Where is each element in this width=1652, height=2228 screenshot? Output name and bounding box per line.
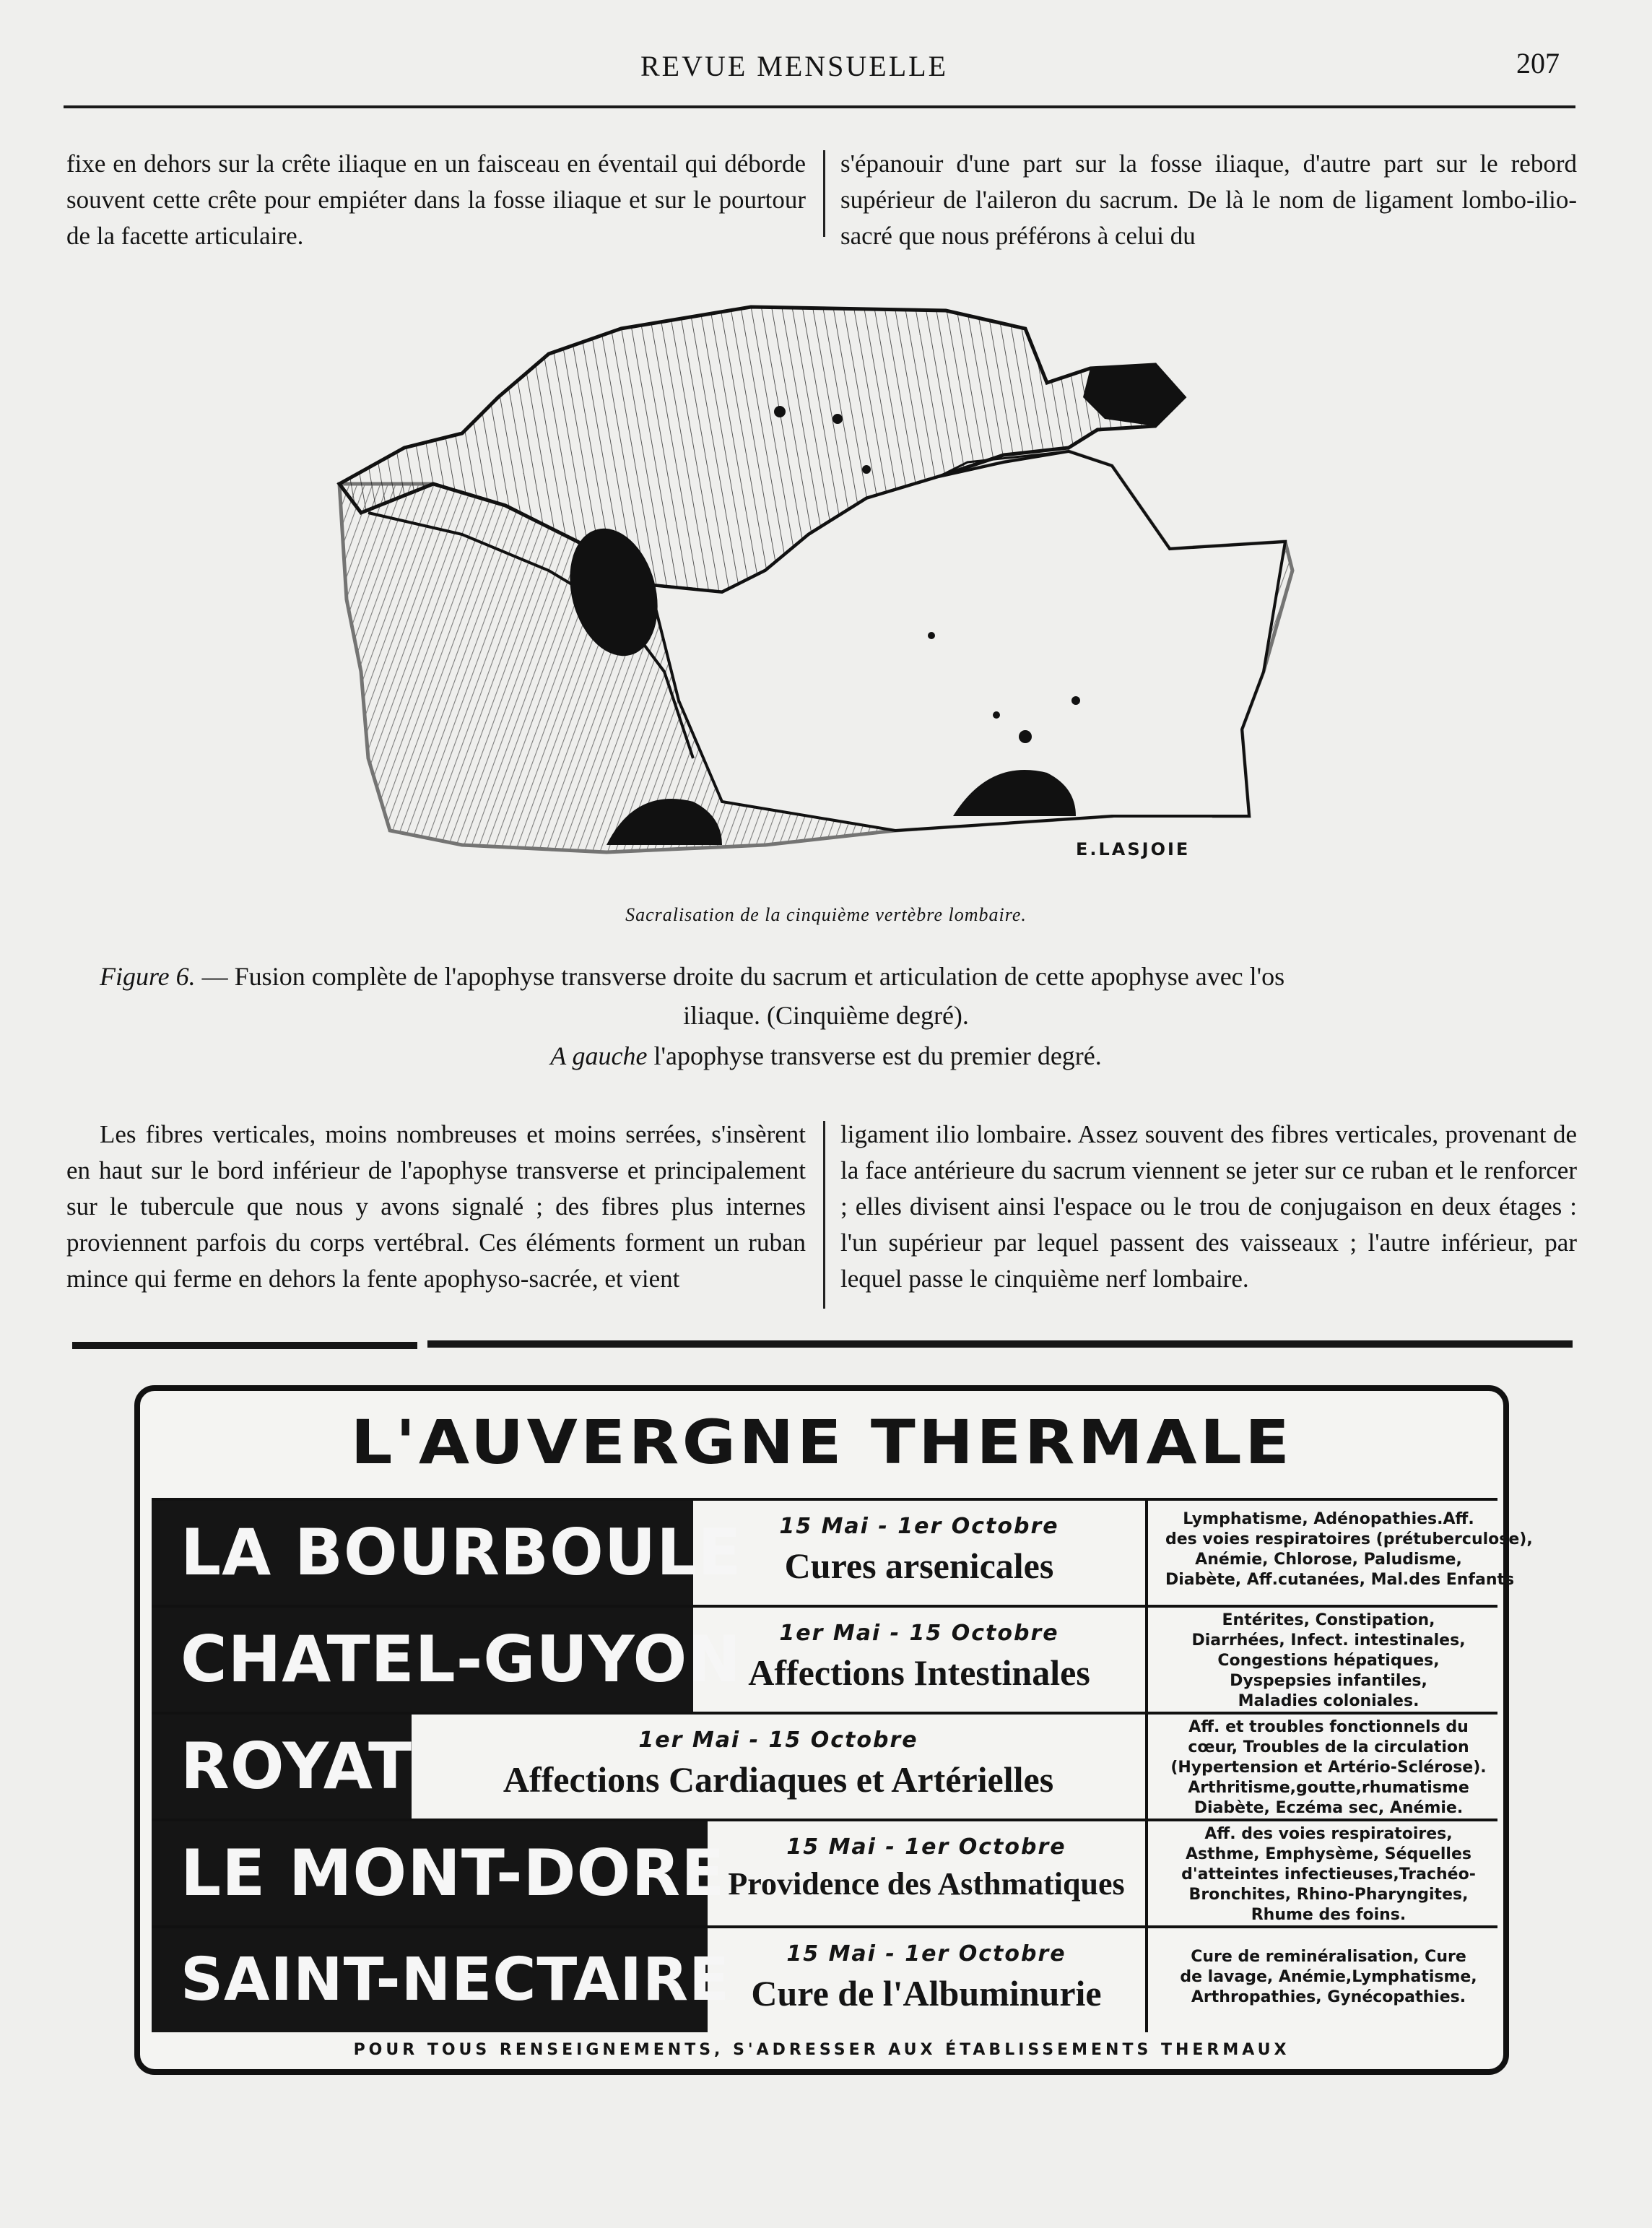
ad-separator-right — [427, 1340, 1573, 1348]
resort-info: 15 Mai - 1er Octobre Cure de l'Albuminurie — [751, 1941, 1102, 2014]
illustrator-signature: E.LASJOIE — [1076, 839, 1191, 859]
ad-separator-left — [72, 1342, 417, 1349]
resort-name: SAINT-NECTAIRE — [152, 1928, 708, 2032]
figure-caption-line-2: iliaque. (Cinquième degré). — [683, 1001, 969, 1030]
resort-name: LA BOURBOULE — [152, 1501, 693, 1605]
ad-row-la-bourboule — [152, 1498, 1533, 1605]
resort-info: 15 Mai - 1er Octobre Providence des Asthmatiques — [728, 1834, 1125, 1902]
ad-title: L'AUVERGNE THERMALE — [350, 1407, 1293, 1478]
resort-name: LE MONT-DORE — [152, 1821, 708, 1925]
resort-info: 15 Mai - 1er Octobre Cures arsenicales — [779, 1514, 1059, 1586]
bottom-text-left: Les fibres verticales, moins nombreuses et moins serrées, s'insèrent en haut sur le bord inférieur de l'apophyse transverse et principalement sur le tubercule que nous y avons signalé ; des fibres plus internes proviennent parfois du corps vertébral. Ces éléments forment un ruban mince qui ferme en dehors la fente apophyso-sacrée, et vient — [66, 1120, 806, 1293]
figure-label: Figure 6. — [100, 962, 196, 991]
auvergne-thermale-advertisement — [134, 1385, 1533, 2075]
resort-indications: Entérites, Constipation, Diarrhées, Infect. intestinales, Congestions hépatiques, Dyspepsies infantiles, Maladies coloniales. — [1145, 1608, 1497, 1712]
figure-caption-line-1: Figure 6. — Fusion complète de l'apophyse transverse droite du sacrum et articulation de cette apophyse avec l'os — [100, 962, 1285, 991]
resort-info: 1er Mai - 15 Octobre Affections Intestinales — [748, 1621, 1090, 1693]
ad-row-le-mont-dore — [152, 1819, 1497, 1925]
resort-name: ROYAT — [152, 1715, 412, 1819]
ad-footer: POUR TOUS RENSEIGNEMENTS, S'ADRESSER AUX ÉTABLISSEMENTS THERMAUX — [353, 2041, 1290, 2059]
figure-sub-caption: Sacralisation de la cinquième vertèbre lombaire. — [625, 904, 1027, 925]
resort-indications: Aff. et troubles fonctionnels du cœur, Troubles de la circulation (Hypertension et Artério-Sclérose). Arthritisme,goutte,rhumatisme Diabète, Eczéma sec, Anémie. — [1145, 1715, 1497, 1819]
ad-row-saint-nectaire — [152, 1925, 1497, 2032]
resort-indications: Cure de reminéralisation, Cure de lavage, Anémie,Lymphatisme, Arthropathies, Gynécopathies. — [1145, 1928, 1497, 2032]
resort-name: CHATEL-GUYON — [152, 1608, 693, 1712]
resort-info: 1er Mai - 15 Octobre Affections Cardiaques et Artérielles — [503, 1728, 1054, 1800]
column-separator-bottom — [823, 1121, 825, 1309]
resort-indications: Aff. des voies respiratoires, Asthme, Emphysème, Séquelles d'atteintes infectieuses,Trachéo- Bronchites, Rhino-Pharyngites, Rhume des foins. — [1145, 1821, 1497, 1925]
vertebra-illustration — [318, 296, 1329, 874]
top-text-right: s'épanouir d'une part sur la fosse iliaque, d'autre part sur le rebord supérieur de l'aileron du sacrum. De là le nom de ligament lombo-ilio-sacré que nous préférons à celui du — [840, 149, 1577, 250]
figure-caption-line-3: A gauche l'apophyse transverse est du premier degré. — [550, 1041, 1102, 1070]
ad-row-chatel-guyon — [152, 1605, 1497, 1712]
ad-row-royat — [152, 1712, 1497, 1819]
header-rule — [64, 105, 1575, 108]
bottom-text-right: ligament ilio lombaire. Assez souvent des fibres verticales, provenant de la face antérieure du sacrum viennent se jeter sur ce ruban et le renforcer ; elles divisent ainsi l'espace ou le trou de conjugaison en deux étages : l'un supérieur par lequel passent des vaisseaux ; l'autre inférieur, par lequel passe le cinquième nerf lombaire. — [840, 1120, 1577, 1293]
top-text-left: fixe en dehors sur la crête iliaque en un faisceau en éventail qui déborde souvent cette crête pour empiéter dans la fosse iliaque et sur le pourtour de la facette articulaire. — [66, 149, 806, 250]
column-separator-top — [823, 150, 825, 237]
page-number: 207 — [1516, 47, 1560, 79]
resort-indications: Lymphatisme, Adénopathies.Aff. des voies respiratoires (prétuberculose), Anémie, Chlorose, Paludisme, Diabète, Aff.cutanées, Mal.des Enfants — [1145, 1501, 1497, 1605]
running-header: REVUE MENSUELLE — [640, 50, 949, 82]
